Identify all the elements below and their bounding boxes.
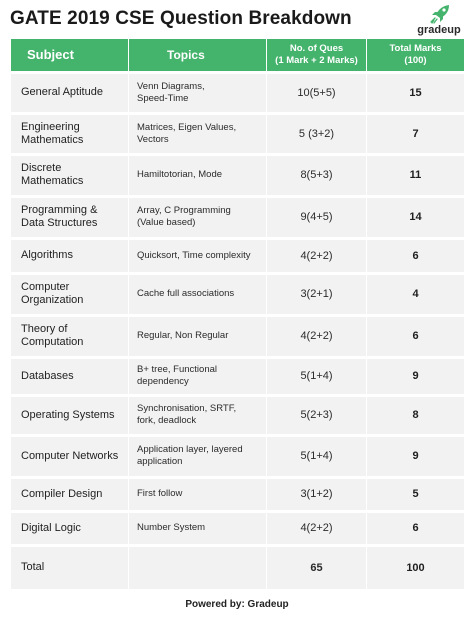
subject-cell-line: Mathematics — [21, 133, 84, 146]
marks-cell: 14 — [367, 196, 465, 238]
topics-cell — [129, 357, 267, 395]
topics-cell — [129, 72, 267, 113]
ques-cell: 4(2+2) — [267, 315, 367, 357]
marks-cell: 9 — [367, 435, 465, 477]
ques-cell: 10(5+5) — [267, 72, 367, 113]
table-body — [11, 72, 465, 589]
subject-cell — [11, 435, 129, 477]
ques-cell: 5 (3+2) — [267, 113, 367, 154]
topics-cell — [129, 395, 267, 435]
subject-cell — [11, 238, 129, 273]
topics-cell-line: Synchronisation, SRTF, — [137, 403, 237, 414]
topics-cell — [129, 511, 267, 545]
total-ques-cell: 65 — [267, 545, 367, 589]
topics-cell-line: Vectors — [137, 133, 169, 145]
subject-cell-line: Organization — [21, 294, 84, 306]
table-row — [11, 511, 465, 545]
topics-cell-line: Quicksort, Time complexity — [137, 249, 251, 261]
table-row — [11, 72, 465, 113]
column-header-total-marks — [367, 39, 465, 72]
subject-cell — [11, 511, 129, 545]
subject-cell-line: Programming & — [21, 204, 98, 216]
topics-cell — [129, 154, 267, 196]
table-row — [11, 357, 465, 395]
topics-cell-line: dependency — [137, 376, 189, 387]
subject-cell-line: Engineering — [21, 120, 80, 133]
subject-cell-line: Computation — [21, 336, 84, 348]
column-header-marks-line2: (100) — [404, 54, 427, 66]
subject-cell — [11, 315, 129, 357]
table-row — [11, 477, 465, 511]
subject-cell-line: Mathematics — [21, 175, 84, 187]
logo-wordmark: gradeup — [417, 24, 461, 36]
topics-cell-line: Venn Diagrams, — [137, 80, 205, 92]
table-row — [11, 113, 465, 154]
subject-cell — [11, 196, 129, 238]
subject-cell-line: Digital Logic — [21, 521, 81, 534]
topics-cell-line: Hamiltotorian, Mode — [137, 169, 223, 180]
marks-cell: 7 — [367, 113, 465, 154]
subject-cell-line: Theory of — [21, 323, 68, 335]
ques-cell: 5(2+3) — [267, 395, 367, 435]
subject-cell-line: Computer Networks — [21, 449, 119, 462]
total-label-line: Total — [21, 561, 45, 574]
table-row — [11, 315, 465, 357]
page-title: GATE 2019 CSE Question Breakdown — [10, 8, 352, 29]
subject-cell — [11, 357, 129, 395]
gradeup-logo — [413, 4, 465, 38]
marks-cell: 6 — [367, 238, 465, 273]
topics-cell-line: Array, C Programming — [137, 205, 231, 216]
total-marks-cell: 100 — [367, 545, 465, 589]
ques-cell: 4(2+2) — [267, 511, 367, 545]
column-header-subject: Subject — [11, 39, 129, 72]
topics-cell-line: Speed-Time — [137, 92, 189, 104]
subject-cell-line: Computer — [21, 281, 70, 293]
column-header-topics: Topics — [129, 39, 267, 72]
rocket-icon — [429, 4, 451, 24]
subject-cell-line: Databases — [21, 369, 74, 382]
ques-cell: 3(2+1) — [267, 273, 367, 315]
topics-cell-line: Application layer, layered — [137, 444, 243, 455]
page-header — [0, 0, 474, 40]
topics-cell — [129, 113, 267, 154]
topics-cell-line: fork, deadlock — [137, 415, 197, 426]
marks-cell: 9 — [367, 357, 465, 395]
column-header-ques-line2: (1 Mark + 2 Marks) — [275, 54, 358, 66]
ques-cell: 4(2+2) — [267, 238, 367, 273]
topics-cell — [129, 545, 267, 589]
total-label — [11, 545, 129, 589]
total-row — [11, 545, 465, 589]
topics-cell — [129, 238, 267, 273]
marks-cell: 4 — [367, 273, 465, 315]
topics-cell — [129, 477, 267, 511]
subject-cell — [11, 154, 129, 196]
subject-cell-line: General Aptitude — [21, 86, 103, 98]
topics-cell-line: Matrices, Eigen Values, — [137, 121, 237, 133]
topics-cell-line: First follow — [137, 488, 183, 499]
subject-cell — [11, 72, 129, 113]
breakdown-table — [10, 39, 465, 589]
topics-cell — [129, 196, 267, 238]
subject-cell — [11, 477, 129, 511]
table-header-row — [11, 39, 465, 72]
topics-cell-line: Regular, Non Regular — [137, 330, 229, 341]
ques-cell: 5(1+4) — [267, 435, 367, 477]
marks-cell: 5 — [367, 477, 465, 511]
subject-cell-line: Compiler Design — [21, 487, 103, 500]
powered-by-footer: Powered by: Gradeup — [185, 599, 289, 610]
table-row — [11, 154, 465, 196]
subject-cell — [11, 395, 129, 435]
table-row — [11, 238, 465, 273]
topics-cell-line: Number System — [137, 522, 206, 533]
marks-cell: 15 — [367, 72, 465, 113]
subject-cell-line: Data Structures — [21, 217, 98, 229]
ques-cell: 3(1+2) — [267, 477, 367, 511]
table-row — [11, 435, 465, 477]
table-row — [11, 196, 465, 238]
ques-cell: 8(5+3) — [267, 154, 367, 196]
column-header-ques-line1: No. of Ques — [289, 42, 344, 54]
table-row — [11, 273, 465, 315]
topics-cell-line: (Value based) — [137, 217, 196, 228]
topics-cell — [129, 273, 267, 315]
subject-cell — [11, 113, 129, 154]
topics-cell-line: Cache full associations — [137, 288, 235, 299]
subject-cell-line: Operating Systems — [21, 408, 115, 421]
topics-cell-line: application — [137, 456, 183, 467]
subject-cell-line: Algorithms — [21, 249, 73, 261]
marks-cell: 6 — [367, 511, 465, 545]
table-row — [11, 395, 465, 435]
column-header-marks-line1: Total Marks — [389, 42, 442, 54]
column-header-no-of-ques — [267, 39, 367, 72]
subject-cell — [11, 273, 129, 315]
subject-cell-line: Discrete — [21, 162, 62, 174]
marks-cell: 8 — [367, 395, 465, 435]
topics-cell — [129, 315, 267, 357]
topics-cell-line: B+ tree, Functional — [137, 364, 218, 375]
ques-cell: 5(1+4) — [267, 357, 367, 395]
ques-cell: 9(4+5) — [267, 196, 367, 238]
marks-cell: 11 — [367, 154, 465, 196]
topics-cell — [129, 435, 267, 477]
marks-cell: 6 — [367, 315, 465, 357]
